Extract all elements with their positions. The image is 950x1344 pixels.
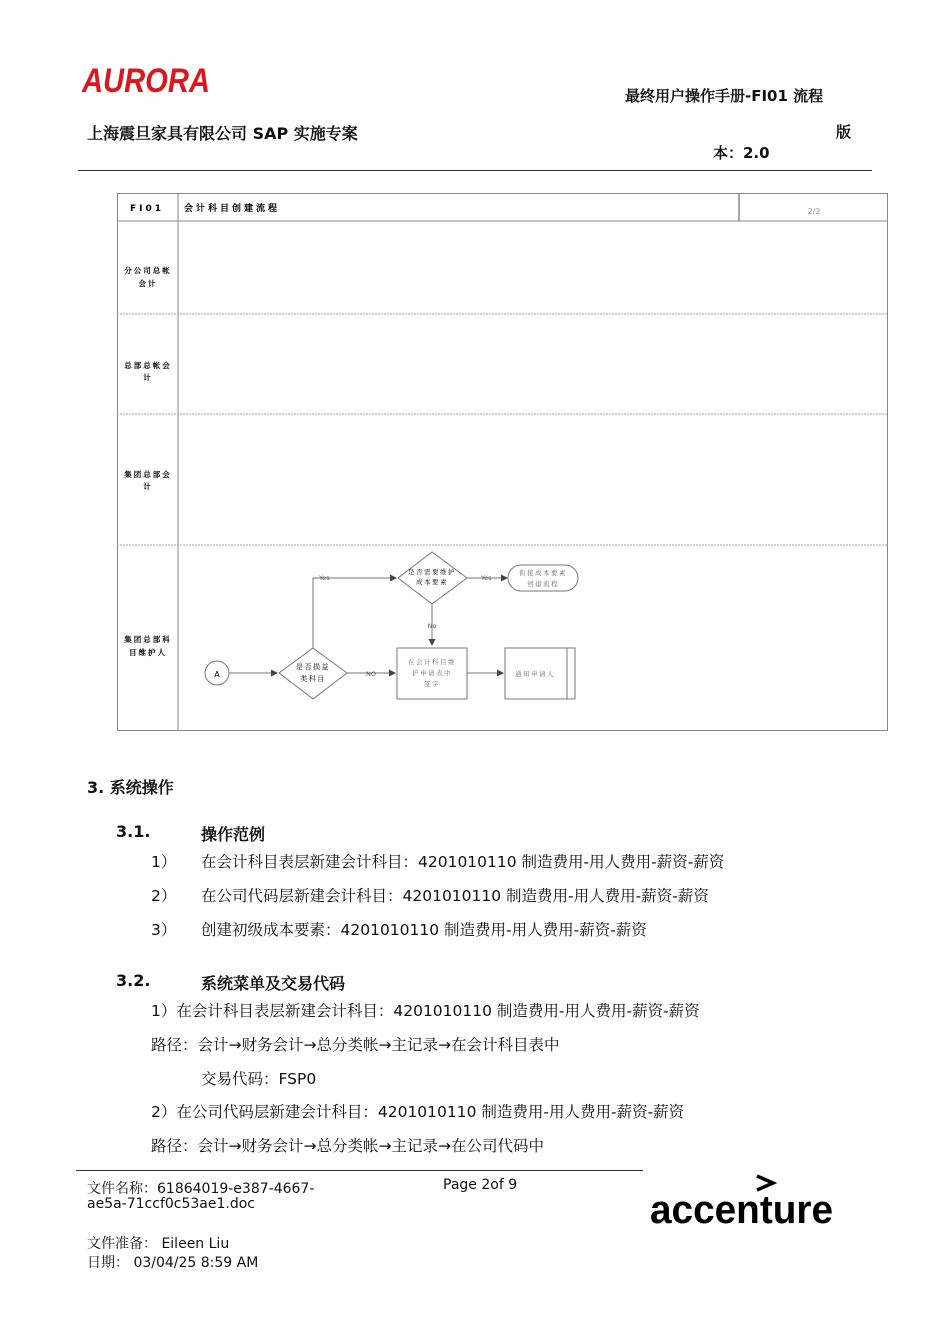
transaction-code: 交易代码：FSP0 xyxy=(201,1070,317,1088)
menu-path: 路径：会计→财务会计→总分类帐→主记录→在公司代码中 xyxy=(151,1137,544,1155)
footer-date: 日期： 03/04/25 8:59 AM xyxy=(87,1255,259,1271)
section-3-1-title: 操作范例 xyxy=(201,825,266,844)
list-item: 创建初级成本要素：4201010110 制造费用-用人费用-薪资-薪资 xyxy=(201,921,647,939)
box-sign-form-label: 在会计科目维护申请表中签字 xyxy=(408,658,456,688)
footer-filename-1: 文件名称：61864019-e387-4667- xyxy=(87,1181,315,1197)
list-item: 在会计科目表层新建会计科目：4201010110 制造费用-用人费用-薪资-薪资 xyxy=(201,853,725,871)
edge-yes2-label: Yes xyxy=(481,574,492,582)
lane-label-4: 集团总部科目维护人 xyxy=(124,635,172,657)
header-divider xyxy=(78,170,872,171)
footer-filename-2: ae5a-71ccf0c53ae1.doc xyxy=(87,1196,255,1212)
footer-page: Page 2of 9 xyxy=(443,1177,518,1193)
section-3-2-num: 3.2. xyxy=(116,971,151,990)
project-title: 上海震旦家具有限公司 SAP 实施专案 xyxy=(87,124,358,143)
lane-label-3: 集团总部会计 xyxy=(124,470,172,491)
aurora-logo-text: AURORA xyxy=(81,62,210,100)
start-label: A xyxy=(214,670,220,679)
lane-label-2: 总部总帐会计 xyxy=(124,361,172,382)
section-3-1-num: 3.1. xyxy=(116,822,151,841)
aurora-logo xyxy=(81,62,212,100)
decision-pl-account xyxy=(279,648,347,699)
list-item-num: 2） xyxy=(151,887,177,905)
version-value: 本：2.0 xyxy=(713,144,770,162)
decision-pl-label: 是否损益类科目 xyxy=(296,663,330,683)
accenture-logo xyxy=(645,1172,840,1234)
list-item-num: 3） xyxy=(151,921,177,939)
menu-line: 2）在公司代码层新建会计科目：4201010110 制造费用-用人费用-薪资-薪资 xyxy=(151,1103,685,1121)
footer-divider xyxy=(76,1170,643,1171)
box-notify-label: 通知申请人 xyxy=(515,670,555,678)
footer-prepared: 文件准备： Eileen Liu xyxy=(87,1236,230,1252)
doc-title: 最终用户操作手册-FI01 流程 xyxy=(625,87,824,105)
edge-no1-label: NO xyxy=(366,670,376,678)
edge-yes1 xyxy=(313,578,396,648)
accenture-logo-text: accenture xyxy=(650,1188,833,1232)
chart-frame xyxy=(118,194,888,731)
menu-path: 路径：会计→财务会计→总分类帐→主记录→在会计科目表中 xyxy=(151,1036,560,1054)
chart-code: FI01 xyxy=(129,204,165,214)
menu-line: 1）在会计科目表层新建会计科目：4201010110 制造费用-用人费用-薪资-薪资 xyxy=(151,1002,700,1020)
section-3-2-title: 系统菜单及交易代码 xyxy=(201,974,346,993)
list-item: 在公司代码层新建会计科目：4201010110 制造费用-用人费用-薪资-薪资 xyxy=(201,887,709,905)
link-cost-element-label: 衔接成本要素创建流程 xyxy=(519,569,567,588)
decision-cost-label: 是否需要维护成本要素 xyxy=(408,568,456,586)
chart-title: 会计科目创建流程 xyxy=(184,204,281,214)
lane-label-1: 分公司总帐会计 xyxy=(124,266,172,288)
edge-no2-label: No xyxy=(427,622,437,630)
chart-page: 2/2 xyxy=(807,207,821,216)
section-3-title: 3. 系统操作 xyxy=(87,778,174,797)
edge-yes1-label: Yes xyxy=(319,574,330,582)
list-item-num: 1） xyxy=(151,853,177,871)
flowchart xyxy=(117,193,888,731)
version-label: 版 xyxy=(836,123,852,141)
